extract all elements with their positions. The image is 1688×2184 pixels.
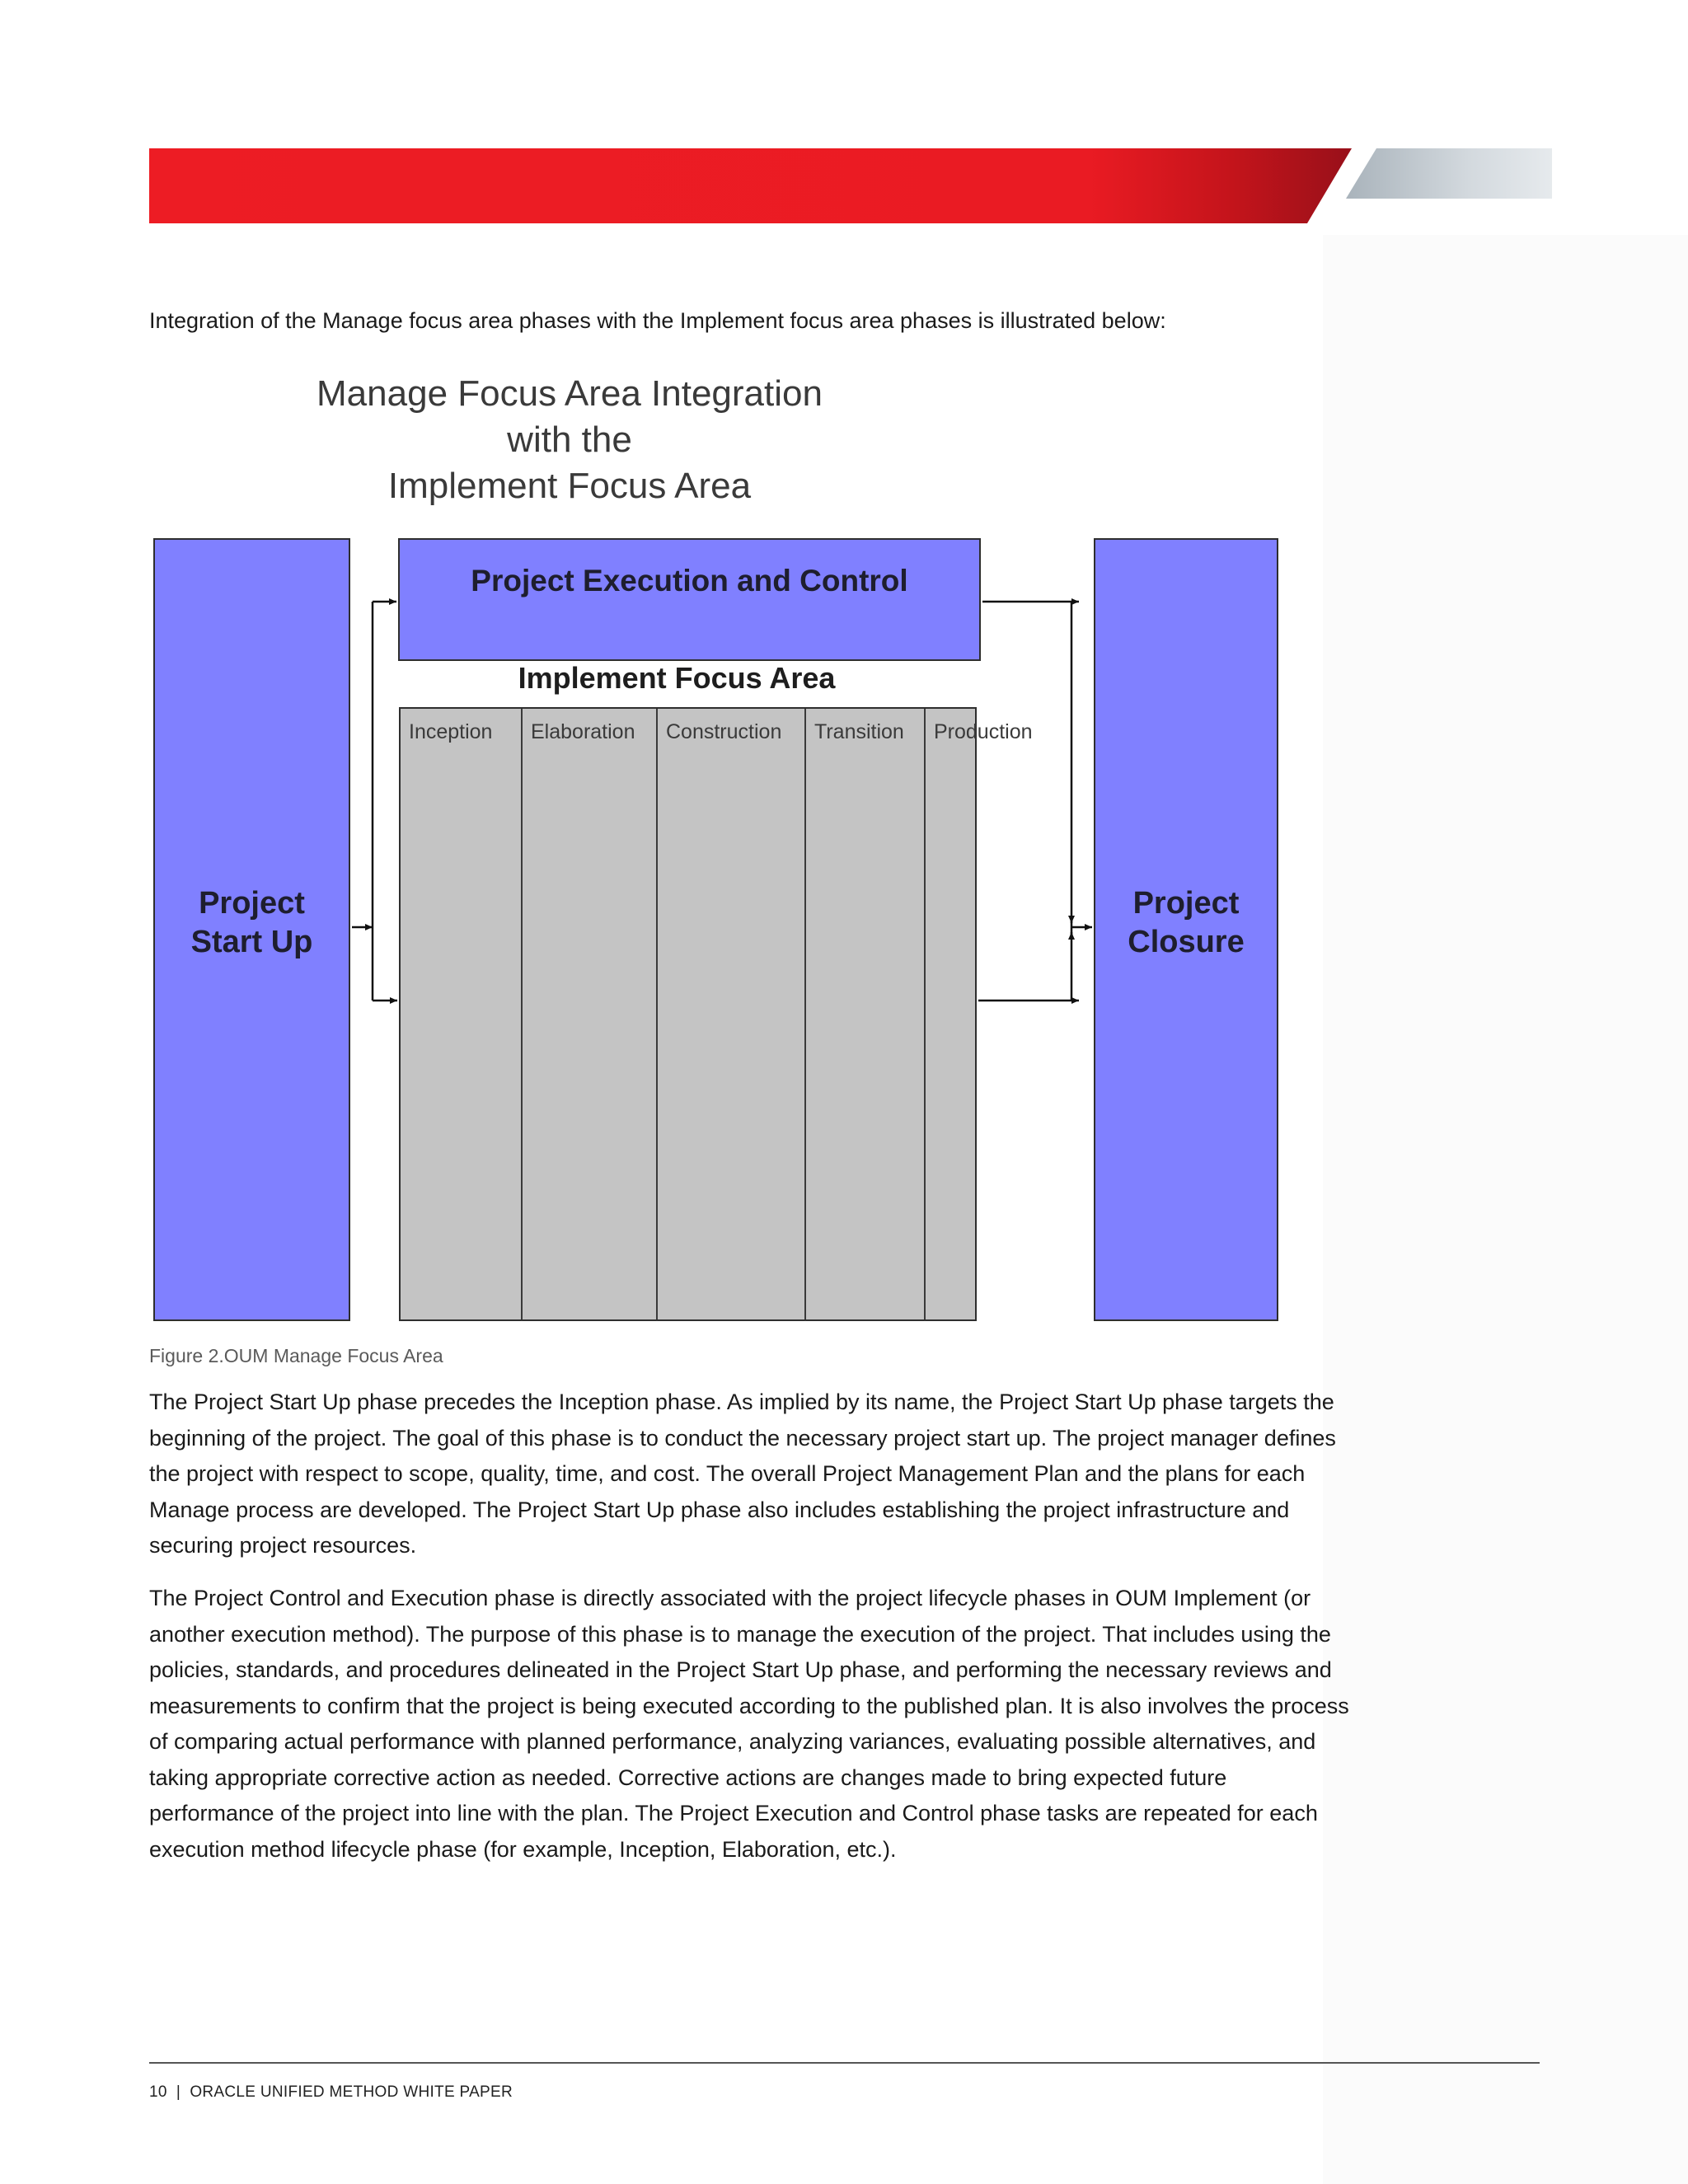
intro-text: Integration of the Manage focus area phases with the Implement focus area phases is illustrated below: — [149, 308, 1166, 333]
footer-rule — [149, 2062, 1540, 2064]
phase-label-elaboration: Elaboration — [531, 720, 635, 743]
page-footer — [149, 2083, 513, 2102]
footer-title: ORACLE UNIFIED METHOD WHITE PAPER — [190, 2083, 513, 2101]
figure-caption: Figure 2.OUM Manage Focus Area — [149, 1345, 443, 1366]
figure-title-line-2: Implement Focus Area — [387, 466, 752, 506]
phase-label-construction: Construction — [666, 720, 782, 743]
connector-arrows — [149, 363, 1295, 1335]
closure-line-2: Closure — [1128, 925, 1245, 959]
paragraph-start-up: The Project Start Up phase precedes the Inception phase. As implied by its name, the Project Start Up phase targets the beginning of the project. The goal of this phase is to conduct the necessary project start up. The project manager defines the project with respect to scope, quality, time, and cost. The overall Project Management Plan and the plans for each Manage process are developed. The Project Start Up phase also includes establishing the project infrastructure and securing project resources. — [149, 1390, 1336, 1558]
start-up-line-1: Project — [199, 886, 305, 921]
header-gray-bar — [1346, 148, 1552, 199]
closure-line-1: Project — [1132, 886, 1240, 921]
footer-separator: | — [176, 2083, 181, 2101]
implement-focus-area-title: Implement Focus Area — [518, 661, 836, 695]
header-banner — [0, 0, 1688, 247]
start-up-line-2: Start Up — [190, 925, 313, 959]
page-margin-shade — [1323, 235, 1688, 2184]
phase-label-production: Production — [934, 720, 1033, 743]
phase-label-transition: Transition — [814, 720, 904, 743]
phase-label-inception: Inception — [409, 720, 493, 743]
project-execution-control-label: Project Execution and Control — [471, 564, 908, 598]
figure-title-line-1: Manage Focus Area Integration with the — [316, 373, 823, 460]
page-number: 10 — [149, 2083, 167, 2101]
paragraph-execution-control: The Project Control and Execution phase is directly associated with the project lifecycle phases in OUM Implement (or another execution method). The purpose of this phase is to manage the execution of the project. That includes using the policies, standards, and procedures delineated in the Project Start Up phase, and performing the necessary reviews and measurements to confirm that the project is being executed according to the published plan. It is also involves the process of comparing actual performance with planned performance, analyzing variances, evaluating possible alternatives, and taking appropriate corrective action as needed. Corrective actions are changes made to bring expected future performance of the project into line with the plan. The Project Execution and Control phase tasks are repeated for each execution method lifecycle phase (for example, Inception, Elaboration, etc.). — [149, 1586, 1349, 1862]
manage-focus-area-figure — [149, 363, 1295, 1335]
header-red-bar — [149, 148, 1352, 223]
